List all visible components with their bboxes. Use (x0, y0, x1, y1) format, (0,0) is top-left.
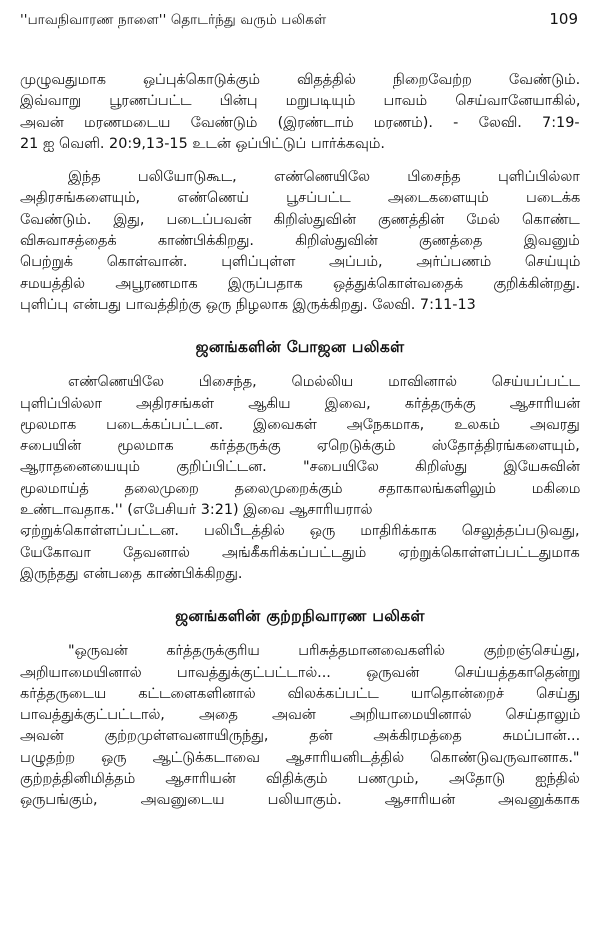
text-line: குற்றத்தினிமித்தம் ஆசாரியன் விதிக்கும் பணமும், அதோடு ஐந்தில் (20, 771, 580, 788)
paragraph-trespass-offerings (20, 641, 580, 811)
text-line: அவன் குற்றமுள்ளவனாயிருந்து, தன் அக்கிரமத்தை சுமப்பான்... (20, 728, 581, 745)
text-line: பழுதற்ற ஒரு ஆட்டுக்கடாவை ஆசாரியனிடத்தில் கொண்டுவருவானாக." (20, 749, 580, 766)
text-line: 21 ஐ வெளி. 20:9,13-15 உடன் ஒப்பிட்டுப் பார்க்கவும். (20, 135, 385, 152)
text-line: இந்த பலியோடுகூட, எண்ணெயிலே பிசைந்த புளிப்பில்லா (68, 169, 580, 186)
text-line: கர்த்தருடைய கட்டளைகளினால் விலக்கப்பட்ட யாதொன்றைச் செய்து (20, 685, 581, 702)
section-heading-trespass-offerings: ஜனங்களின் குற்றநிவாரண பலிகள் (175, 607, 425, 626)
text-line: இவ்வாறு பூரணப்பட்ட பின்பு மறுபடியும் பாவம் செய்வானேயாகில், (20, 93, 581, 110)
paragraph-unleavened-cakes (20, 167, 580, 316)
text-line: புளிப்பில்லா அதிரசங்கள் ஆகிய இவை, கர்த்தருக்கு ஆசாரியன் (20, 395, 581, 412)
text-line: சபையின் மூலமாக கர்த்தருக்கு ஏறெடுக்கும் ஸ்தோத்திரங்களையும், (20, 438, 580, 455)
text-line: சமயத்தில் அபூரணமாக இருப்பதாக ஒத்துக்கொள்வதைக் குறிக்கின்றது. (20, 275, 581, 292)
text-line: வேண்டும். இது, படைப்பவன் கிறிஸ்துவின் குணத்தின் மேல் கொண்ட (20, 211, 580, 228)
text-line: இருந்தது என்பதை காண்பிக்கிறது. (20, 565, 243, 582)
page-number: 109 (549, 10, 578, 28)
text-line: யேகோவா தேவனால் அங்கீகரிக்கப்பட்டதும் ஏற்றுக்கொள்ளப்பட்டதுமாக (20, 544, 580, 561)
text-line: மூலமாக படைக்கப்பட்டன. இவைகள் அநேகமாக, உலகம் அவரது (20, 416, 580, 433)
running-title: ''பாவநிவாரண நாளை'' தொடர்ந்து வரும் பலிகள் (20, 12, 327, 28)
section-heading-meal-offerings: ஜனங்களின் போஜன பலிகள் (195, 338, 405, 357)
text-line: ஏற்றுக்கொள்ளப்பட்டன. பலிபீடத்தில் ஒரு மாதிரிக்காக செலுத்தப்படுவது, (20, 523, 580, 540)
text-line: அதிரசங்களையும், எண்ணெய் பூசப்பட்ட அடைகளையும் படைக்க (20, 190, 581, 207)
text-line: அறியாமையினால் பாவத்துக்குட்பட்டால்... ஒருவன் செய்யத்தகாதென்று (20, 664, 581, 681)
text-line: "ஒருவன் கர்த்தருக்குரிய பரிசுத்தமானவைகளில் குற்றஞ்செய்து, (68, 643, 580, 660)
text-line: ஒருபங்கும், அவனுடைய பலியாகும். ஆசாரியன் அவனுக்காக (20, 792, 580, 809)
text-line: புளிப்பு என்பது பாவத்திற்கு ஒரு நிழலாக இருக்கிறது. லேவி. 7:11-13 (20, 296, 476, 313)
text-line: பெற்றுக் கொள்வான். புளிப்புள்ள அப்பம், அர்ப்பணம் செய்யும் (20, 254, 581, 271)
text-line: பாவத்துக்குட்பட்டால், அதை அவன் அறியாமையினால் செய்தாலும் (20, 707, 581, 724)
text-line: ஆராதனையையும் குறிப்பிட்டன. "சபையிலே கிறிஸ்து இயேசுவின் (20, 459, 580, 476)
running-head (20, 10, 580, 32)
text-line: விசுவாசத்தைக் காண்பிக்கிறது. கிறிஸ்துவின் குணத்தை இவனும் (20, 233, 580, 250)
text-line: அவன் மரணமடைய வேண்டும் (இரண்டாம் மரணம்). - லேவி. 7:19- (20, 114, 580, 131)
text-line: முழுவதுமாக ஒப்புக்கொடுக்கும் விதத்தில் நிறைவேற்ற வேண்டும். (20, 72, 581, 88)
paragraph-meal-offerings (20, 372, 580, 585)
paragraph-death-penalty (20, 70, 580, 155)
text-line: மூலமாய்த் தலைமுறை தலைமுறைக்கும் சதாகாலங்களிலும் மகிமை (20, 480, 581, 497)
text-line: உண்டாவதாக.'' (எபேசியர் 3:21) இவை ஆசாரியரால் (20, 502, 373, 519)
text-line: எண்ணெயிலே பிசைந்த, மெல்லிய மாவினால் செய்யப்பட்ட (68, 374, 580, 391)
